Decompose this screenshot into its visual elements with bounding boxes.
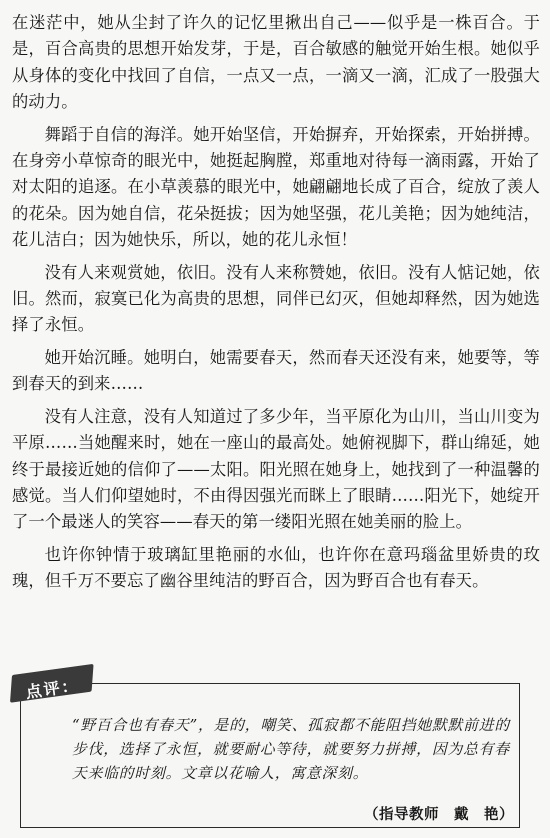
article-body <box>12 10 540 601</box>
teacher-signature: （指导教师 戴 艳） <box>364 807 514 823</box>
article-paragraph-6: 也许你钟情于玻璃缸里艳丽的水仙，也许你在意玛瑙盆里娇贵的玫瑰，但千万不要忘了幽谷里纯洁的野百合，因为野百合也有春天。 <box>12 544 540 591</box>
comment-tag-label: 点评： <box>24 675 81 702</box>
comment-body <box>72 714 510 786</box>
article-paragraph-5: 没有人注意，没有人知道过了多少年，当平原化为山川，当山川变为平原……当她醒来时，她在一座山的最高处。她俯视脚下，群山绵延，她终于最接近她的信仰了——太阳。阳光照在她身上，她找到了一种温馨的感觉。当人们仰望她时，不由得因强光而眯上了眼睛……阳光下，她绽开了一个最迷人的笑容——春天的第一缕阳光照在她美丽的脸上。 <box>12 406 540 532</box>
comment-paragraph: “野百合也有春天”，是的，嘲笑、孤寂都不能阻挡她默默前进的步伐，选择了永恒，就要耐心等待，就要努力拼搏，因为总有春天来临的时刻。文章以花喻人，寓意深刻。 <box>72 717 510 782</box>
article-paragraph-2: 舞蹈于自信的海洋。她开始坚信，开始摒弃，开始探索，开始拼搏。在身旁小草惊奇的眼光中，她挺起胸膛，郑重地对待每一滴雨露，开始了对太阳的追逐。在小草羡慕的眼光中，她翩翩地长成了百合，绽放了羡人的花朵。因为她自信，花朵挺拔；因为她坚强，花儿美艳；因为她纯洁，花儿洁白；因为她快乐，所以，她的花儿永恒！ <box>12 124 540 250</box>
article-paragraph-3: 没有人来观赏她，依旧。没有人来称赞她，依旧。没有人惦记她，依旧。然而，寂寞已化为高贵的思想，同伴已幻灭，但她却释然，因为她选择了永恒。 <box>12 262 540 335</box>
article-paragraph-1: 在迷茫中，她从尘封了许久的记忆里揪出自己——似乎是一株百合。于是，百合高贵的思想开始发芽，于是，百合敏感的触觉开始生根。她似乎从身体的变化中找回了自信，一点又一点，一滴又一滴，汇成了一股强大的动力。 <box>12 13 540 112</box>
article-paragraph-4: 她开始沉睡。她明白，她需要春天，然而春天还没有来，她要等，等到春天的到来…… <box>12 347 540 394</box>
